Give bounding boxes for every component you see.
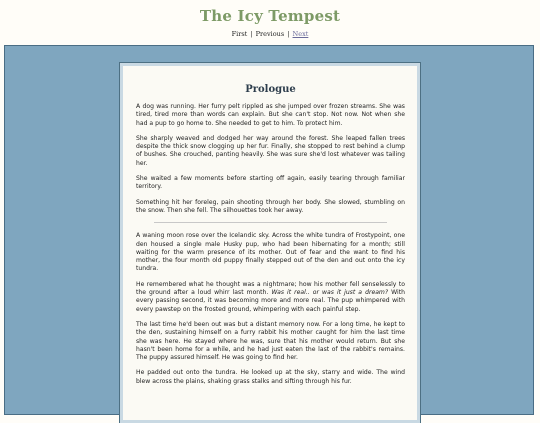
nav-separator: | [250, 30, 253, 38]
story-paragraph: She sharply weaved and dodged her way around the forest. She leaped fallen trees despite the thick snow clogging up her fur. Finally, she stopped to rest behind a clump of bushes. She crouched, panting heavily. She was sure she'd lost whatever was tailing her. [136, 134, 405, 167]
story-paragraph [136, 281, 405, 314]
story-paragraph: Something hit her foreleg, pain shooting through her body. She slowed, stumbling on the snow. Then she fell. The silhouettes took her away. [136, 198, 405, 214]
story-paragraph: A dog was running. Her furry pelt rippled as she jumped over frozen streams. She was tired, tired more than words can explain. But she can't stop. Not now. Not when she had a pup to go home to. She needed to get to him. To protect him. [136, 103, 405, 127]
nav-first-link[interactable]: First [231, 30, 248, 38]
chapter-title: Prologue [245, 84, 296, 95]
nav-next-link[interactable]: Next [292, 30, 309, 38]
story-paragraph: The last time he'd been out was but a distant memory now. For a long time, he kept to the den, sustaining himself on a furry rabbit his mother caught for him the last time she was here. He stayed where he was, sure that his mother would return. But she hasn't been home for a while, and he had just eaten the last of the rabbit's remains. The puppy assured himself. He was going to find her. [136, 320, 405, 362]
nav-separator: | [287, 30, 290, 38]
story-paragraph: A waning moon rose over the Icelandic sky. Across the white tundra of Frostypoint, one den housed a single male Husky pup, who had been hibernating for a month; still waiting for the warm presence of its mother. Out of fear and the want to find his mother, the four month old puppy finally stepped out of the den and out onto the icy tundra. [136, 232, 405, 273]
italic-thought: Was it real.. or was it just a dream? [271, 289, 389, 297]
chapter-navigation [0, 30, 540, 38]
paragraph-text: He remembered what he thought was a nightmare; how his mother fell senselessly to the ground after a loud whirr last month. [136, 280, 405, 297]
section-divider [154, 222, 387, 223]
story-paragraph: He padded out onto the tundra. He looked up at the sky, starry and wide. The wind blew across the plains, shaking grass stalks and sifting through his fur. [136, 369, 405, 385]
nav-previous-link[interactable]: Previous [255, 30, 285, 38]
paragraph-text: With every passing second, it was becoming more and more real. The pup whimpered with every pawstep on the frosted ground, whimpering with each painful step. [136, 289, 405, 313]
site-title: The Icy Tempest [199, 7, 341, 25]
story-paragraph: She waited a few moments before starting off again, easily tearing through familiar territory. [136, 175, 405, 191]
chapter-page[interactable] [120, 63, 420, 423]
